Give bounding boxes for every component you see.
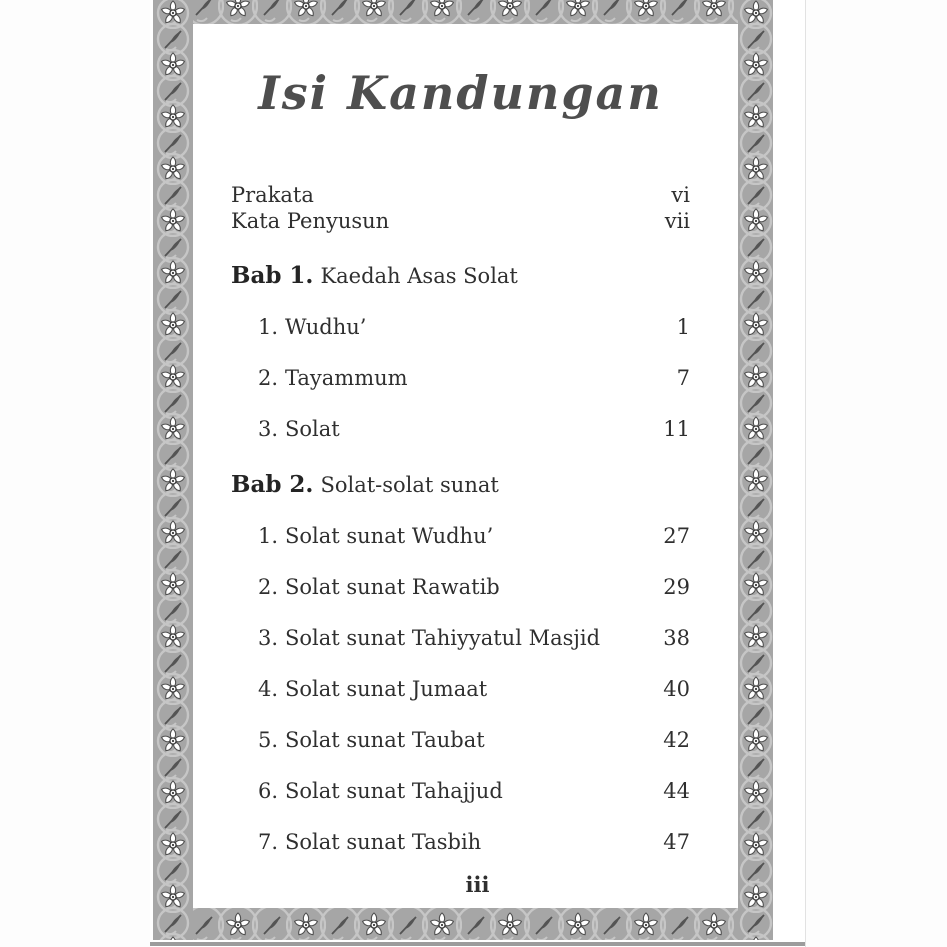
leaf-icon (161, 79, 185, 103)
leaf-icon (192, 913, 216, 937)
toc-item-number: 5. (258, 728, 279, 752)
leaf-icon (161, 547, 185, 571)
border-flower-ornament (697, 908, 731, 940)
leaf-icon (668, 0, 692, 18)
flower-icon (701, 0, 727, 19)
border-leaf-ornament (323, 908, 357, 940)
flower-icon (429, 0, 455, 19)
toc-item-number: 1. (258, 524, 279, 548)
toc-item-row (231, 676, 690, 703)
border-leaf-ornament (459, 908, 493, 940)
border-leaf-ornament (595, 0, 629, 24)
border-flower-ornament (357, 908, 391, 940)
border-leaf-ornament (323, 0, 357, 24)
leaf-icon (161, 599, 185, 623)
flower-icon (743, 936, 769, 940)
leaf-icon (744, 495, 768, 519)
front-matter-list (231, 182, 690, 234)
toc-item-page-number: 11 (663, 417, 690, 441)
leaf-icon (161, 807, 185, 831)
toc-item (258, 416, 340, 443)
leaf-icon (396, 913, 420, 937)
border-leaf-ornament (663, 0, 697, 24)
border-leaf-ornament (527, 908, 561, 940)
border-flower-ornament (629, 0, 663, 24)
leaf-icon (744, 807, 768, 831)
toc-item-number: 1. (258, 315, 279, 339)
border-flower-ornament (697, 0, 731, 24)
flower-icon (225, 0, 251, 19)
toc-item-number: 7. (258, 830, 279, 854)
leaf-icon (161, 651, 185, 675)
front-matter-page-number: vii (664, 209, 690, 233)
chapter-number-label: Bab 1. (231, 262, 314, 289)
flower-icon (361, 912, 387, 938)
leaf-icon (744, 391, 768, 415)
leaf-icon (161, 27, 185, 51)
toc-item (258, 365, 408, 392)
leaf-icon (396, 0, 420, 18)
leaf-icon (668, 913, 692, 937)
border-flower-ornament (561, 0, 595, 24)
book-page (150, 0, 806, 947)
border-leaf-ornament (663, 908, 697, 940)
flower-icon (160, 936, 186, 940)
leaf-icon (464, 913, 488, 937)
decorative-border-bottom (153, 908, 773, 940)
leaf-icon (600, 913, 624, 937)
toc-item-row (231, 727, 690, 754)
leaf-icon (744, 131, 768, 155)
leaf-icon (161, 131, 185, 155)
leaf-icon (744, 443, 768, 467)
toc-item-label: Wudhu’ (285, 315, 367, 339)
chapter-number-label: Bab 2. (231, 471, 314, 498)
toc-item (258, 829, 481, 856)
toc-item-page-number: 42 (663, 728, 690, 752)
leaf-icon (161, 235, 185, 259)
leaf-icon (161, 183, 185, 207)
leaf-icon (161, 911, 185, 935)
leaf-icon (161, 495, 185, 519)
toc-item-number: 3. (258, 626, 279, 650)
toc-item (258, 523, 493, 550)
flower-icon (225, 912, 251, 938)
leaf-icon (744, 27, 768, 51)
toc-item-page-number: 29 (663, 575, 690, 599)
border-flower-ornament (425, 908, 459, 940)
toc-item-label: Solat sunat Tahiyyatul Masjid (285, 626, 601, 650)
toc-item-page-number: 40 (663, 677, 690, 701)
leaf-icon (260, 913, 284, 937)
leaf-icon (744, 183, 768, 207)
toc-item-row (231, 574, 690, 601)
flower-icon (701, 912, 727, 938)
leaf-icon (744, 339, 768, 363)
leaf-icon (161, 703, 185, 727)
toc-item-row (231, 778, 690, 805)
leaf-icon (192, 0, 216, 18)
toc-item-number: 6. (258, 779, 279, 803)
border-leaf-ornament (391, 0, 425, 24)
toc-item-label: Solat sunat Jumaat (285, 677, 488, 701)
toc-item (258, 625, 600, 652)
toc-item-label: Solat sunat Tahajjud (285, 779, 503, 803)
leaf-icon (600, 0, 624, 18)
toc-content (193, 24, 738, 856)
leaf-icon (161, 443, 185, 467)
flower-icon (497, 0, 523, 19)
toc-item-page-number: 47 (663, 830, 690, 854)
chapter-list (231, 262, 690, 856)
flower-icon (565, 912, 591, 938)
leaf-icon (161, 339, 185, 363)
leaf-icon (744, 287, 768, 311)
border-leaf-ornament (459, 0, 493, 24)
border-flower-ornament (493, 908, 527, 940)
leaf-icon (744, 79, 768, 103)
flower-icon (633, 0, 659, 19)
toc-item-row (231, 314, 690, 341)
flower-icon (429, 912, 455, 938)
border-flower-ornament (493, 0, 527, 24)
toc-item-label: Solat sunat Tasbih (285, 830, 482, 854)
page-bottom-edge (150, 942, 805, 946)
flower-icon (361, 0, 387, 19)
chapter-heading (231, 262, 690, 290)
toc-item-number: 3. (258, 417, 279, 441)
toc-item-page-number: 7 (676, 366, 690, 390)
chapter-title: Solat-solat sunat (320, 473, 499, 497)
front-matter-row (231, 182, 690, 208)
leaf-icon (161, 391, 185, 415)
front-matter-page-number: vi (671, 183, 690, 207)
border-leaf-ornament (391, 908, 425, 940)
decorative-border-right (738, 0, 773, 940)
border-leaf-ornament (527, 0, 561, 24)
toc-item-number: 2. (258, 575, 279, 599)
border-flower-ornament (221, 0, 255, 24)
toc-item (258, 676, 487, 703)
leaf-icon (744, 755, 768, 779)
leaf-icon (328, 913, 352, 937)
border-flower-ornament (738, 936, 773, 940)
front-matter-row (231, 208, 690, 234)
leaf-icon (744, 547, 768, 571)
toc-item-label: Tayammum (285, 366, 408, 390)
leaf-icon (532, 913, 556, 937)
border-flower-ornament (289, 908, 323, 940)
toc-item (258, 574, 500, 601)
leaf-icon (744, 235, 768, 259)
leaf-icon (464, 0, 488, 18)
toc-item-label: Solat sunat Wudhu’ (285, 524, 494, 548)
toc-item-number: 4. (258, 677, 279, 701)
toc-item-page-number: 27 (663, 524, 690, 548)
toc-item-number: 2. (258, 366, 279, 390)
toc-item-page-number: 38 (663, 626, 690, 650)
front-matter-label: Kata Penyusun (231, 209, 390, 233)
toc-item (258, 778, 503, 805)
leaf-icon (161, 755, 185, 779)
leaf-icon (260, 0, 284, 18)
toc-item-row (231, 416, 690, 443)
decorative-border-left (153, 0, 193, 940)
toc-item (258, 314, 366, 341)
border-flower-ornament (629, 908, 663, 940)
toc-item-row (231, 829, 690, 856)
border-flower-ornament (153, 936, 193, 940)
toc-item-page-number: 1 (676, 315, 690, 339)
leaf-icon (328, 0, 352, 18)
chapter-title: Kaedah Asas Solat (320, 264, 518, 288)
toc-item-row (231, 625, 690, 652)
flower-icon (565, 0, 591, 19)
leaf-icon (532, 0, 556, 18)
border-leaf-ornament (595, 908, 629, 940)
page-title: Isi Kandungan (258, 66, 663, 120)
border-flower-ornament (221, 908, 255, 940)
border-flower-ornament (289, 0, 323, 24)
border-flower-ornament (425, 0, 459, 24)
chapter-heading (231, 471, 690, 499)
toc-item-row (231, 365, 690, 392)
folio-page-number: iii (465, 872, 490, 897)
leaf-icon (744, 911, 768, 935)
flower-icon (293, 0, 319, 19)
border-flower-ornament (357, 0, 391, 24)
leaf-icon (161, 287, 185, 311)
border-leaf-ornament (255, 908, 289, 940)
front-matter-label: Prakata (231, 183, 314, 207)
leaf-icon (744, 703, 768, 727)
leaf-icon (744, 599, 768, 623)
flower-icon (497, 912, 523, 938)
border-leaf-ornament (255, 0, 289, 24)
border-flower-ornament (561, 908, 595, 940)
toc-item-row (231, 523, 690, 550)
toc-item-page-number: 44 (663, 779, 690, 803)
flower-icon (633, 912, 659, 938)
leaf-icon (744, 651, 768, 675)
flower-icon (293, 912, 319, 938)
decorative-border-top (153, 0, 773, 24)
toc-item-label: Solat sunat Taubat (285, 728, 485, 752)
toc-item-label: Solat sunat Rawatib (285, 575, 500, 599)
toc-item-label: Solat (285, 417, 340, 441)
toc-item (258, 727, 485, 754)
